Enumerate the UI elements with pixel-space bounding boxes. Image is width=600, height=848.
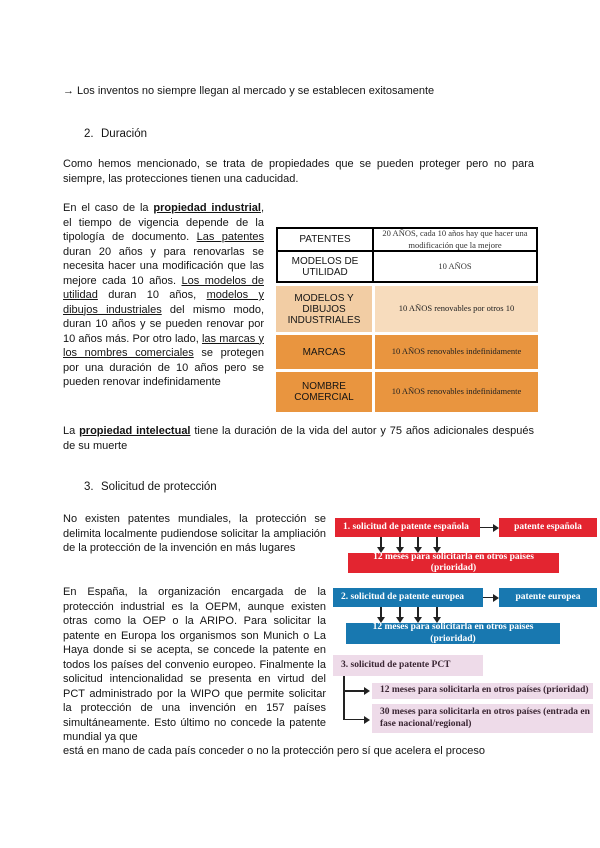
row-value-cell: 10 AÑOS renovables por otros 10	[375, 286, 538, 332]
industrial-paragraph	[63, 201, 264, 390]
table-row	[276, 252, 538, 283]
pct-note2-box: 30 meses para solicitarla en otros países (entrada en fase nacional/regional)	[372, 704, 593, 733]
section-title: Duración	[101, 128, 148, 140]
branch-line	[343, 676, 345, 719]
text-segment: duran 10 años,	[97, 289, 207, 301]
spanish-note-box: 12 meses para solicitarla en otros países (prioridad)	[348, 553, 559, 573]
section-number: 3.	[84, 481, 94, 493]
table-row	[276, 335, 538, 369]
text-segment: En el caso de la	[63, 202, 154, 214]
row-label-cell: MODELOS DE UTILIDAD	[278, 252, 374, 281]
arrow-down-icon	[380, 537, 382, 548]
term-marcas-nombres: las marcas y los nombres comerciales	[63, 332, 264, 359]
table-row	[276, 227, 538, 252]
european-step-box: 2. solicitud de patente europea	[333, 588, 483, 607]
row-value-cell: 10 AÑOS renovables indefinidamente	[375, 335, 538, 369]
table-row	[276, 372, 538, 412]
protection-paragraph-1: No existen patentes mundiales, la protección se delimita localmente pudiendose solicitar la ampliación de la protección de la invención en más lugares	[63, 513, 326, 554]
arrow-down-icon	[436, 607, 438, 618]
european-result-box: patente europea	[499, 588, 597, 607]
arrow-right-icon	[343, 719, 365, 721]
pct-step-box: 3. solicitud de patente PCT	[333, 655, 483, 676]
intro-line: → Los inventos no siempre llegan al mercado y se establecen exitosamente	[63, 85, 435, 97]
row-value-cell: 10 AÑOS renovables indefinidamente	[375, 372, 538, 412]
term-patentes: Las patentes	[196, 231, 264, 243]
term-modelos-utilidad: Los modelos de utilidad	[63, 274, 264, 301]
arrow-right-icon	[480, 527, 494, 529]
arrow-down-icon	[436, 537, 438, 548]
section-heading-duracion	[84, 128, 147, 140]
intelectual-paragraph	[63, 424, 534, 453]
arrow-down-icon	[399, 607, 401, 618]
term-propiedad-industrial: propiedad industrial	[153, 202, 261, 214]
lead-paragraph: Como hemos mencionado, se trata de propiedades que se pueden proteger pero no para siempre, las protecciones tienen una caducidad.	[63, 158, 534, 185]
pct-note1-box: 12 meses para solicitarla en otros países (prioridad)	[372, 683, 593, 699]
closing-line: está en mano de cada país conceder o no la protección pero sí que acelera el proceso	[63, 745, 485, 757]
term-modelos-dibujos: modelos y dibujos industriales	[63, 289, 264, 316]
row-label-cell: NOMBRE COMERCIAL	[276, 372, 372, 412]
text-segment: del mismo modo, duran 10 años y se pueden renovar por 10 años más. Por otro lado,	[63, 303, 264, 345]
duration-table	[276, 227, 538, 412]
text-segment: duran 20 años y para renovarlas se necesita hacer una modificación que las mejore cada 10 años.	[63, 245, 264, 287]
table-row	[276, 286, 538, 332]
row-label-cell: PATENTES	[278, 229, 374, 250]
section-number: 2.	[84, 128, 94, 140]
spanish-result-box: patente española	[499, 518, 597, 537]
row-label-cell: MARCAS	[276, 335, 372, 369]
section-heading-solicitud	[84, 481, 217, 493]
text-segment: se protegen por una duración de 10 años pero se pueden renovar indefinidamente	[63, 347, 264, 388]
arrow-down-icon	[417, 607, 419, 618]
spanish-step-box: 1. solicitud de patente española	[335, 518, 480, 537]
term-propiedad-intelectual: propiedad intelectual	[79, 425, 191, 437]
row-value-cell: 10 AÑOS	[438, 260, 472, 271]
row-label-cell: MODELOS Y DIBUJOS INDUSTRIALES	[276, 286, 372, 332]
text-segment: La	[63, 425, 80, 437]
section-title: Solicitud de protección	[101, 481, 217, 493]
arrow-down-icon	[380, 607, 382, 618]
protection-paragraph-2: En España, la organización encargada de la protección industrial es la OEPM, aunque existen otras como la OEP o la ARIPO. Para solicitar la patente en Europa los organismos son Munich o La Haya donde si se acepta, se concede la patente en todos los países del convenio europeo. Finalmente la solicitud intencionalidad se presenta en virtud del PCT administrado por la WIPO que permite solicitar la protección de una invención en 157 países simultáneamente. Esto último no concede la patente mundial ya que	[63, 586, 326, 743]
arrow-right-icon	[483, 597, 494, 599]
arrow-down-icon	[399, 537, 401, 548]
text-segment: , el tiempo de vigencia depende de la tipología de documento.	[63, 202, 264, 243]
european-note-box: 12 meses para solicitarla en otros países (prioridad)	[346, 623, 560, 644]
text-segment: tiene la duración de la vida del autor y 75 años adicionales después de su muerte	[63, 425, 534, 452]
patent-flowchart	[333, 512, 600, 747]
arrow-right-icon	[343, 690, 365, 692]
arrow-down-icon	[417, 537, 419, 548]
row-value-cell: 20 AÑOS, cada 10 años hay que hacer una modificación que la mejore	[382, 228, 528, 250]
